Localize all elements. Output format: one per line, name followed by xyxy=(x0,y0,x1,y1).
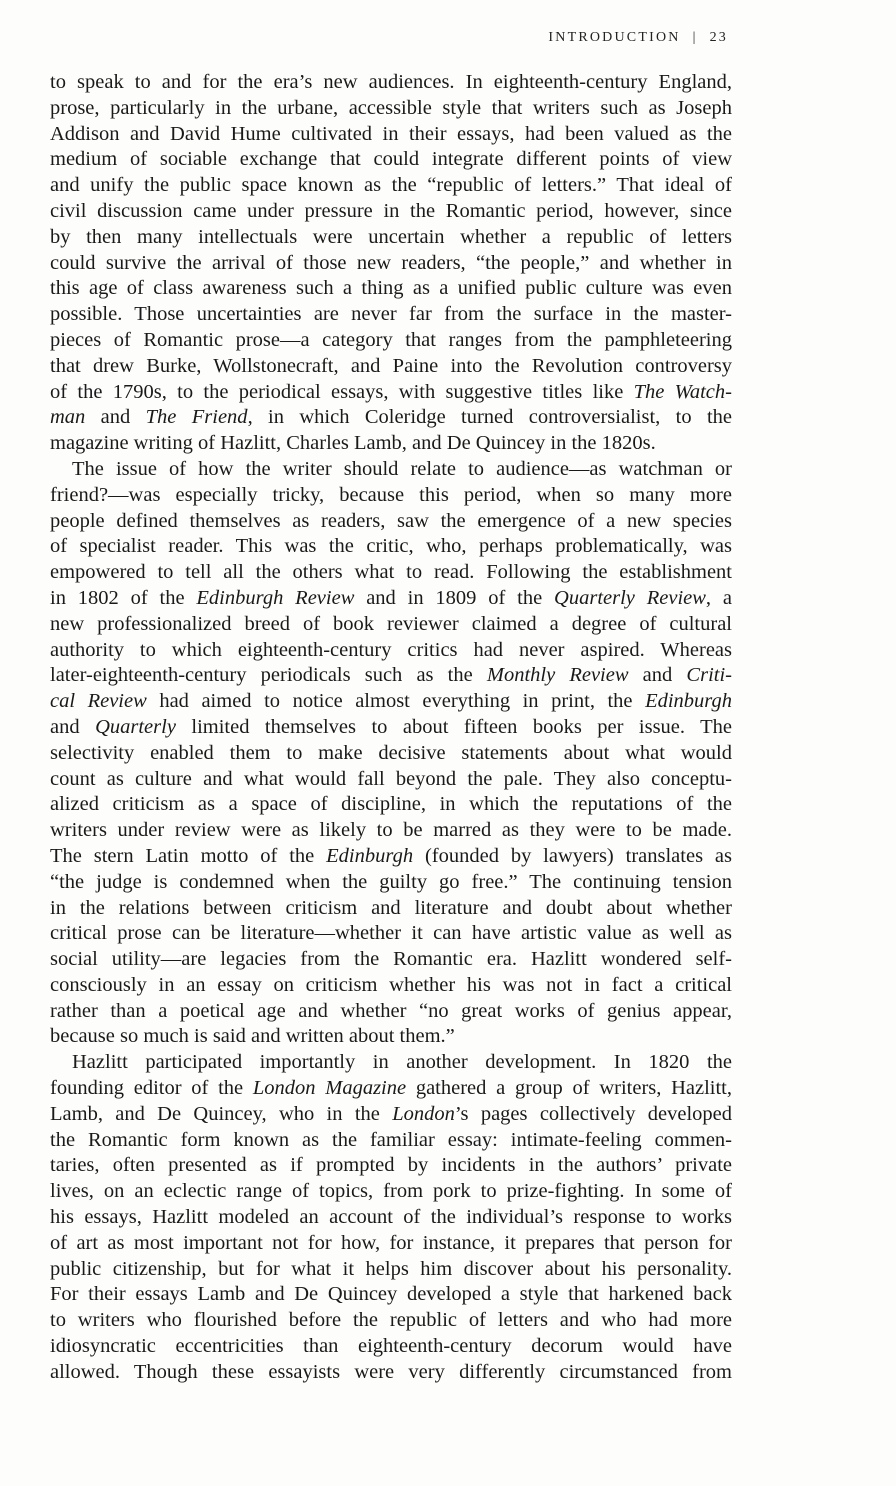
text-line xyxy=(50,1050,732,1076)
running-header xyxy=(548,30,728,46)
text-segment: medium of sociable exchange that could integrate different points of view xyxy=(50,148,732,171)
text-segment: because so much is said and written about them.” xyxy=(50,1025,455,1048)
text-segment: authority to which eighteenth-century critics had never aspired. Whereas xyxy=(50,638,732,661)
text-line xyxy=(50,1102,732,1128)
text-segment: new professionalized breed of book reviewer claimed a degree of cultural xyxy=(50,612,732,635)
text-line xyxy=(50,612,732,638)
text-line xyxy=(50,1153,732,1179)
text-segment: friend?—was especially tricky, because this period, when so many more xyxy=(50,483,732,506)
text-line xyxy=(50,767,732,793)
text-line xyxy=(50,689,732,715)
body-text xyxy=(50,70,732,1386)
italic-title: Edinburgh xyxy=(326,844,414,867)
text-segment: to speak to and for the era’s new audiences. In eighteenth-century England, xyxy=(50,71,732,93)
text-segment: to writers who flourished before the republic of letters and who had more xyxy=(50,1309,732,1332)
text-segment: gathered a group of writers, Hazlitt, xyxy=(406,1077,733,1100)
text-segment: The issue of how the writer should relate to audience—as watchman or xyxy=(72,457,732,480)
text-segment: , in which Coleridge turned controversialist, to the xyxy=(247,406,732,429)
text-line xyxy=(50,96,732,122)
text-line xyxy=(50,302,732,328)
italic-title: man xyxy=(50,406,86,429)
text-segment: Lamb, and De Quincey, who in the xyxy=(50,1102,393,1125)
text-segment: idiosyncratic eccentricities than eighteenth-century decorum would have xyxy=(50,1335,732,1358)
text-segment: “the judge is condemned when the guilty go free.” The continuing tension xyxy=(50,870,732,893)
text-segment: allowed. Though these essayists were very differently circumstanced from xyxy=(50,1360,732,1383)
text-segment: writers under review were as likely to be marred as they were to be made. xyxy=(50,819,732,842)
text-segment: , a xyxy=(705,586,732,609)
text-segment: rather than a poetical age and whether “no great works of genius appear, xyxy=(50,999,732,1022)
text-segment: count as culture and what would fall beyond the pale. They also conceptu- xyxy=(50,767,732,790)
italic-title: Edinburgh Review xyxy=(196,586,355,609)
text-segment: public citizenship, but for what it helps him discover about his personality. xyxy=(50,1257,732,1280)
text-segment: empowered to tell all the others what to read. Following the establishment xyxy=(50,561,732,584)
text-line xyxy=(50,1076,732,1102)
text-segment: Hazlitt participated importantly in another development. In 1820 the xyxy=(72,1051,732,1074)
text-segment: this age of class awareness such a thing as a unified public culture was even xyxy=(50,277,732,300)
text-segment: people defined themselves as readers, saw the emergence of a new species xyxy=(50,509,732,532)
running-header-section: INTRODUCTION xyxy=(548,30,681,45)
page-number: 23 xyxy=(709,30,728,45)
text-line xyxy=(50,818,732,844)
text-segment: and xyxy=(85,406,146,429)
text-segment: magazine writing of Hazlitt, Charles Lamb, and De Quincey in the 1820s. xyxy=(50,432,656,455)
text-line xyxy=(50,999,732,1025)
text-line xyxy=(50,405,732,431)
italic-title: The Watch- xyxy=(633,380,732,403)
text-segment: Addison and David Hume cultivated in their essays, had been valued as the xyxy=(50,122,732,145)
text-segment: civil discussion came under pressure in the Romantic period, however, since xyxy=(50,199,732,222)
text-line xyxy=(50,225,732,251)
text-segment: lives, on an eclectic range of topics, from pork to prize-fighting. In some of xyxy=(50,1180,732,1203)
text-line xyxy=(50,147,732,173)
running-header-separator: | xyxy=(692,30,698,45)
text-segment: prose, particularly in the urbane, accessible style that writers such as Joseph xyxy=(50,96,732,119)
text-line xyxy=(50,947,732,973)
text-segment: alized criticism as a space of discipline, in which the reputations of the xyxy=(50,793,732,816)
text-segment: consciously in an essay on criticism whether his was not in fact a critical xyxy=(50,973,732,996)
text-line xyxy=(50,509,732,535)
italic-title: cal Review xyxy=(50,690,147,713)
text-segment: founding editor of the xyxy=(50,1077,253,1100)
text-segment: and unify the public space known as the “republic of letters.” That ideal of xyxy=(50,174,732,197)
italic-title: London Magazine xyxy=(252,1077,407,1100)
text-line xyxy=(50,1024,732,1050)
text-line xyxy=(50,973,732,999)
italic-title: Quarterly xyxy=(95,715,176,738)
text-line xyxy=(50,122,732,148)
text-line xyxy=(50,483,732,509)
text-line xyxy=(50,844,732,870)
italic-title: Edinburgh xyxy=(645,690,733,713)
text-segment: ’s pages collectively developed xyxy=(454,1102,733,1125)
text-segment: critical prose can be literature—whether it can have artistic value as well as xyxy=(50,922,732,945)
italic-title: London xyxy=(392,1102,455,1125)
italic-title: Quarterly Review xyxy=(554,586,706,609)
text-segment: For their essays Lamb and De Quincey developed a style that harkened back xyxy=(50,1283,732,1306)
text-line xyxy=(50,1334,732,1360)
text-line xyxy=(50,1231,732,1257)
text-segment: in the relations between criticism and literature and doubt about whether xyxy=(50,896,732,919)
text-line xyxy=(50,328,732,354)
text-line xyxy=(50,921,732,947)
text-segment: and in 1809 of the xyxy=(354,586,555,609)
text-line xyxy=(50,1205,732,1231)
text-segment: of the 1790s, to the periodical essays, with suggestive titles like xyxy=(50,380,634,403)
paragraph xyxy=(50,457,732,1050)
text-line xyxy=(50,870,732,896)
text-segment: had aimed to notice almost everything in print, the xyxy=(146,690,646,713)
text-segment: that drew Burke, Wollstonecraft, and Paine into the Revolution controversy xyxy=(50,354,732,377)
text-segment: limited themselves to about fifteen books per issue. The xyxy=(175,715,732,738)
text-line xyxy=(50,663,732,689)
text-line xyxy=(50,380,732,406)
italic-title: The Friend xyxy=(145,406,248,429)
text-line xyxy=(50,173,732,199)
text-line xyxy=(50,1308,732,1334)
paragraph xyxy=(50,1050,732,1385)
text-line xyxy=(50,1257,732,1283)
text-line xyxy=(50,1282,732,1308)
text-line xyxy=(50,1360,732,1386)
text-line xyxy=(50,70,732,96)
text-segment: could survive the arrival of those new readers, “the people,” and whether in xyxy=(50,251,732,274)
text-line xyxy=(50,354,732,380)
text-segment: later-eighteenth-century periodicals such as the xyxy=(50,664,487,687)
text-segment: and xyxy=(628,664,687,687)
text-segment: the Romantic form known as the familiar essay: intimate-feeling commen- xyxy=(50,1128,732,1151)
text-segment: selectivity enabled them to make decisive statements about what would xyxy=(50,741,732,764)
text-line xyxy=(50,276,732,302)
text-segment: by then many intellectuals were uncertain whether a republic of letters xyxy=(50,225,732,248)
text-segment: of specialist reader. This was the critic, who, perhaps problematically, was xyxy=(50,535,732,558)
text-segment: (founded by lawyers) translates as xyxy=(413,844,732,867)
italic-title: Monthly Review xyxy=(486,664,629,687)
text-line xyxy=(50,251,732,277)
text-line xyxy=(50,741,732,767)
paragraph xyxy=(50,70,732,457)
text-line xyxy=(50,1179,732,1205)
text-line xyxy=(50,534,732,560)
text-segment: his essays, Hazlitt modeled an account of the individual’s response to works xyxy=(50,1206,732,1229)
text-segment: of art as most important not for how, for instance, it prepares that person for xyxy=(50,1231,732,1254)
text-segment: pieces of Romantic prose—a category that ranges from the pamphleteering xyxy=(50,328,732,351)
italic-title: Criti- xyxy=(686,664,732,687)
text-line xyxy=(50,638,732,664)
text-line xyxy=(50,792,732,818)
text-segment: possible. Those uncertainties are never far from the surface in the master- xyxy=(50,303,732,326)
text-line xyxy=(50,560,732,586)
text-segment: and xyxy=(50,715,96,738)
text-line xyxy=(50,586,732,612)
text-line xyxy=(50,715,732,741)
text-line xyxy=(50,896,732,922)
text-segment: taries, often presented as if prompted by incidents in the authors’ private xyxy=(50,1154,732,1177)
text-segment: in 1802 of the xyxy=(50,586,197,609)
text-line xyxy=(50,1128,732,1154)
text-line xyxy=(50,431,732,457)
text-segment: The stern Latin motto of the xyxy=(50,844,327,867)
text-segment: social utility—are legacies from the Romantic era. Hazlitt wondered self- xyxy=(50,948,732,971)
text-line xyxy=(50,199,732,225)
text-line xyxy=(50,457,732,483)
